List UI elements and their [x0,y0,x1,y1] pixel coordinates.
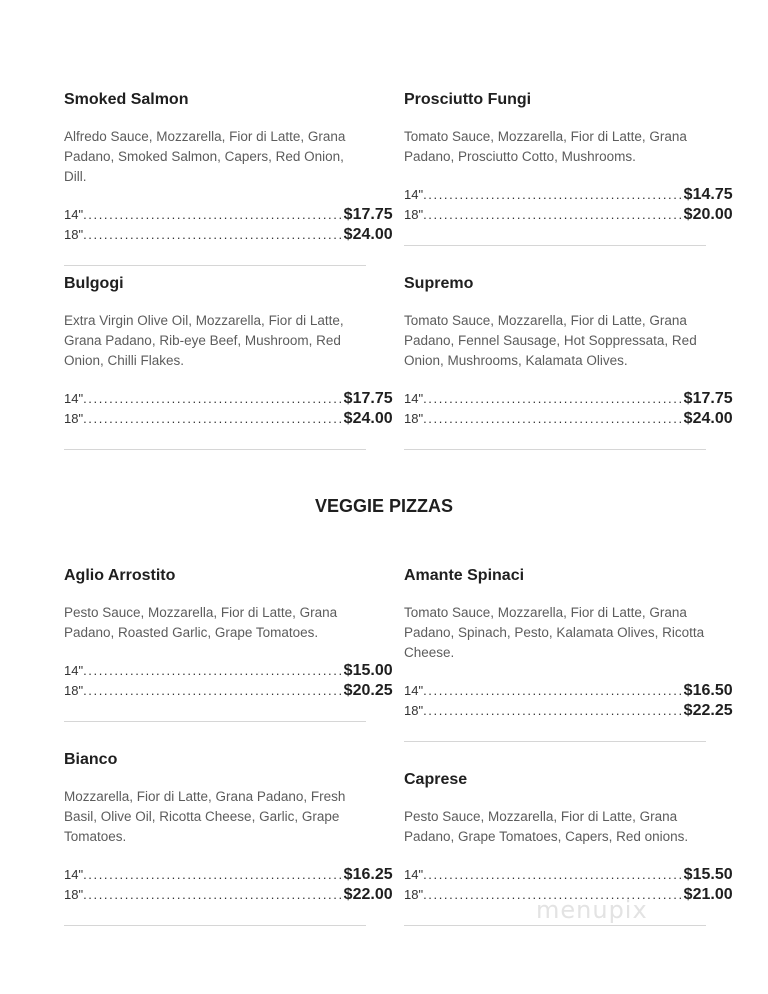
price-value: $17.75 [683,390,733,407]
menu-item-aglio-arrostito [64,566,393,722]
price-row [404,206,733,226]
item-name: Supremo [404,275,474,292]
price-list [64,662,393,702]
price-row [64,410,393,430]
price-value: $17.75 [343,206,393,223]
size-label: 18" [64,411,84,426]
item-name: Bulgogi [64,275,124,292]
item-name: Bianco [64,751,118,768]
price-value: $17.75 [343,390,393,407]
leader-dots: .................................................. [83,683,344,698]
menu-item-supremo [404,274,733,450]
divider [64,721,366,722]
item-name: Aglio Arrostito [64,567,176,584]
leader-dots: .................................................. [83,867,344,882]
price-value: $22.00 [343,886,393,903]
price-row [404,866,733,886]
item-description: Tomato Sauce, Mozzarella, Fior di Latte, Grana Padano, Prosciutto Cotto, Mushrooms. [404,129,687,164]
leader-dots: .................................................. [83,411,344,426]
leader-dots: .................................................. [423,703,684,718]
item-description: Pesto Sauce, Mozzarella, Fior di Latte, Grana Padano, Grape Tomatoes, Capers, Red onions. [404,809,689,844]
price-row [64,886,393,906]
item-name: Smoked Salmon [64,91,189,108]
menu-item-prosciutto-fungi [404,90,733,246]
item-description: Alfredo Sauce, Mozzarella, Fior di Latte, Grana Padano, Smoked Salmon, Capers, Red Onion, Dill. [64,129,346,184]
size-label: 14" [64,867,84,882]
size-label: 18" [64,227,84,242]
divider [404,245,706,246]
leader-dots: .................................................. [423,683,684,698]
size-label: 14" [404,867,424,882]
size-label: 18" [64,887,84,902]
item-description: Tomato Sauce, Mozzarella, Fior di Latte, Grana Padano, Fennel Sausage, Hot Soppressata, Red Onion, Mushrooms, Kalamata Olives. [404,313,697,368]
size-label: 18" [404,703,424,718]
item-name: Amante Spinaci [404,567,525,584]
price-value: $15.00 [343,662,393,679]
price-value: $15.50 [683,866,733,883]
item-description: Mozzarella, Fior di Latte, Grana Padano, Fresh Basil, Olive Oil, Ricotta Cheese, Garlic, Grape Tomatoes. [64,789,346,844]
price-value: $16.50 [683,682,733,699]
price-value: $24.00 [683,410,733,427]
price-value: $24.00 [343,410,393,427]
size-label: 18" [404,887,424,902]
menu-item-bulgogi [64,274,393,450]
leader-dots: .................................................. [423,187,684,202]
menu-item-amante-spinaci [404,566,733,742]
leader-dots: .................................................. [423,867,684,882]
leader-dots: .................................................. [83,887,344,902]
leader-dots: .................................................. [423,411,684,426]
size-label: 14" [64,207,84,222]
price-row [64,226,393,246]
price-row [64,390,393,410]
divider [404,925,706,926]
size-label: 14" [404,187,424,202]
size-label: 18" [404,411,424,426]
price-row [64,682,393,702]
price-value: $14.75 [683,186,733,203]
price-list [404,186,733,226]
price-list [64,206,393,246]
price-value: $16.25 [343,866,393,883]
menu-item-smoked-salmon [64,90,393,266]
size-label: 14" [404,391,424,406]
price-list [64,866,393,906]
leader-dots: .................................................. [423,207,684,222]
size-label: 14" [64,391,84,406]
size-label: 14" [64,663,84,678]
price-row [404,682,733,702]
item-name: Caprese [404,771,468,788]
item-description: Tomato Sauce, Mozzarella, Fior di Latte, Grana Padano, Spinach, Pesto, Kalamata Olives, Ricotta Cheese. [404,605,705,660]
price-row [404,390,733,410]
price-value: $22.25 [683,702,733,719]
item-name: Prosciutto Fungi [404,91,532,108]
divider [404,741,706,742]
leader-dots: .................................................. [83,663,344,678]
price-row [64,206,393,226]
divider [64,265,366,266]
leader-dots: .................................................. [423,887,684,902]
size-label: 18" [64,683,84,698]
price-row [64,866,393,886]
leader-dots: .................................................. [83,227,344,242]
price-value: $20.00 [683,206,733,223]
item-description: Extra Virgin Olive Oil, Mozzarella, Fior di Latte, Grana Padano, Rib-eye Beef, Mushroom, Red Onion, Chilli Flakes. [64,313,344,368]
section-title-veggie-pizzas: VEGGIE PIZZAS [314,496,454,516]
price-list [404,682,733,722]
price-value: $21.00 [683,886,733,903]
divider [404,449,706,450]
price-row [64,662,393,682]
price-row [404,702,733,722]
watermark-logo: menupix [536,896,648,924]
price-row [404,410,733,430]
size-label: 18" [404,207,424,222]
price-value: $24.00 [343,226,393,243]
divider [64,925,366,926]
price-row [404,186,733,206]
menu-item-bianco [64,750,393,926]
leader-dots: .................................................. [423,391,684,406]
price-list [64,390,393,430]
divider [64,449,366,450]
price-value: $20.25 [343,682,393,699]
leader-dots: .................................................. [83,207,344,222]
size-label: 14" [404,683,424,698]
item-description: Pesto Sauce, Mozzarella, Fior di Latte, Grana Padano, Roasted Garlic, Grape Tomatoes. [64,605,338,640]
leader-dots: .................................................. [83,391,344,406]
price-list [404,390,733,430]
